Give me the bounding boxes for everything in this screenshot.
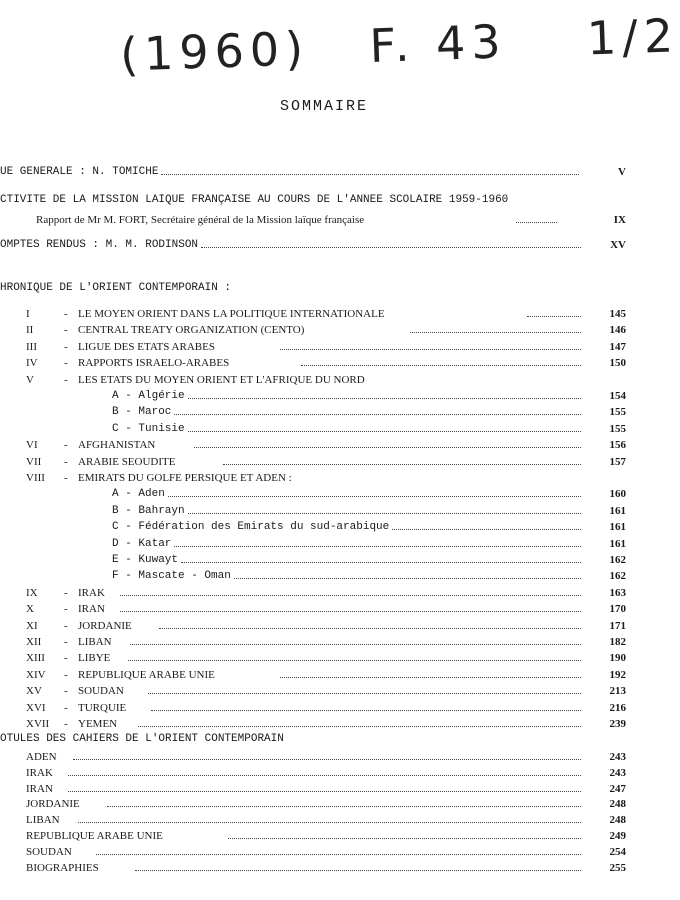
page-number: 145 — [609, 308, 626, 320]
dot-leader — [130, 644, 581, 645]
entry-label: - — [64, 324, 68, 337]
dot-leader — [201, 247, 581, 248]
chronique-entry — [0, 339, 648, 355]
entry-label: CENTRAL TREATY ORGANIZATION (CENTO) — [78, 324, 305, 337]
chronique-entry — [0, 634, 648, 650]
entry-label: IRAN — [78, 603, 105, 616]
entry-label: - — [64, 619, 68, 632]
chronique-entry — [0, 618, 648, 634]
dot-leader — [234, 578, 581, 579]
entry-label: C - Fédération des Emirats du sud-arabique — [112, 521, 390, 534]
sub-entry — [0, 552, 648, 568]
entry-label: IV — [26, 357, 38, 370]
page-title: SOMMAIRE — [279, 98, 368, 115]
dot-leader — [223, 464, 581, 465]
page-number: 243 — [609, 766, 626, 779]
dot-leader — [68, 775, 581, 776]
dot-leader — [161, 174, 579, 175]
dot-leader — [301, 365, 581, 366]
entry-label: - — [64, 455, 68, 468]
chronique-entry — [0, 601, 648, 617]
dot-leader — [188, 398, 581, 399]
page-number: 161 — [609, 504, 626, 517]
entry-label: HRONIQUE DE L'ORIENT CONTEMPORAIN : — [0, 282, 232, 294]
front-entry — [0, 192, 648, 208]
page-number: 161 — [609, 521, 626, 534]
entry-label: IRAK — [26, 766, 53, 779]
chronique-entry — [0, 716, 648, 732]
handwritten-code: F. 43 — [368, 14, 508, 74]
entry-label: - — [64, 586, 68, 599]
entry-label: SOUDAN — [78, 685, 124, 698]
page-number: 150 — [609, 357, 626, 370]
dot-leader — [96, 854, 581, 855]
entry-label: - — [64, 357, 68, 370]
dot-leader — [181, 562, 581, 563]
chronique-entry — [0, 437, 648, 453]
dot-leader — [194, 447, 582, 448]
chronique-entry — [0, 454, 648, 470]
dot-leader — [73, 759, 581, 760]
page-number: 155 — [609, 406, 626, 419]
entry-label: - — [64, 636, 68, 648]
entry-label: E - Kuwayt — [112, 554, 179, 566]
entry-label: TURQUIE — [78, 701, 127, 714]
page-number: 161 — [609, 537, 626, 550]
entry-label: IRAN — [26, 782, 53, 795]
page-number: V — [618, 166, 626, 178]
page-number: 255 — [609, 861, 626, 874]
front-entry — [0, 237, 648, 253]
entry-label: YEMEN — [78, 718, 118, 730]
page-number: 146 — [609, 324, 626, 337]
page-number: 147 — [609, 340, 626, 353]
dot-leader — [148, 693, 581, 694]
entry-label: SOUDAN — [26, 845, 72, 858]
page-number: 170 — [609, 603, 626, 616]
entry-label: - — [64, 373, 68, 386]
chronique-entry — [0, 667, 648, 683]
dot-leader — [188, 431, 581, 432]
sub-entry — [0, 388, 648, 404]
entry-label: JORDANIE — [78, 619, 132, 632]
entry-label: - — [64, 472, 68, 484]
dot-leader — [120, 595, 581, 596]
entry-label: EMIRATS DU GOLFE PERSIQUE ET ADEN : — [78, 472, 292, 484]
entry-label: - — [64, 685, 68, 698]
dot-leader — [128, 660, 581, 661]
handwritten-annotation — [119, 8, 680, 81]
page-number: IX — [613, 214, 626, 226]
dot-leader — [135, 870, 581, 871]
chronique-entry — [0, 683, 648, 699]
chronique-entry — [0, 470, 648, 486]
entry-label: IX — [26, 586, 38, 599]
entry-label: XVII — [26, 718, 50, 730]
page-number: 192 — [609, 668, 626, 681]
page-number: 254 — [609, 845, 626, 858]
dot-leader — [168, 496, 581, 497]
entry-label: OMPTES RENDUS : M. M. RODINSON — [0, 239, 199, 251]
entry-label: XIV — [26, 668, 46, 681]
entry-label: XIII — [26, 652, 45, 665]
dot-leader — [138, 726, 581, 727]
notule-entry — [0, 812, 648, 828]
dot-leader — [78, 822, 581, 823]
page-number: 162 — [609, 570, 626, 583]
entry-label: ADEN — [26, 751, 57, 763]
page-number: 163 — [609, 586, 626, 599]
handwritten-fraction: 1/2 — [586, 8, 680, 66]
page-number: 243 — [609, 751, 626, 763]
entry-label: VII — [26, 455, 42, 468]
section-heading-notules — [0, 731, 648, 747]
sub-entry — [0, 486, 648, 502]
entry-label: LE MOYEN ORIENT DANS LA POLITIQUE INTERNATIONALE — [78, 308, 385, 320]
entry-label: RAPPORTS ISRAELO-ARABES — [78, 357, 230, 370]
page-number: 156 — [609, 439, 626, 452]
dot-leader — [228, 838, 581, 839]
entry-label: A - Aden — [112, 488, 165, 501]
notule-entry — [0, 828, 648, 844]
dot-leader — [174, 546, 581, 547]
entry-label: LIGUE DES ETATS ARABES — [78, 340, 215, 353]
sub-entry — [0, 404, 648, 420]
handwritten-year: (1960) — [119, 21, 310, 82]
page-number: 182 — [609, 636, 626, 648]
entry-label: - — [64, 668, 68, 681]
entry-label: CTIVITE DE LA MISSION LAIQUE FRANÇAISE AU COURS DE L'ANNEE SCOLAIRE 1959-1960 — [0, 194, 509, 206]
entry-label: III — [26, 340, 37, 353]
notule-entry — [0, 749, 648, 765]
entry-label: AFGHANISTAN — [78, 439, 156, 452]
entry-label: XII — [26, 636, 42, 648]
chronique-entry — [0, 700, 648, 716]
page-number: 162 — [609, 554, 626, 566]
page-number: 248 — [609, 798, 626, 811]
dot-leader — [188, 513, 581, 514]
sub-entry — [0, 568, 648, 584]
entry-label: REPUBLIQUE ARABE UNIE — [78, 668, 215, 681]
page-number: 160 — [609, 488, 626, 501]
entry-label: B - Bahrayn — [112, 504, 185, 517]
entry-label: VI — [26, 439, 38, 452]
entry-label: UE GENERALE : N. TOMICHE — [0, 166, 159, 178]
page-number: 190 — [609, 652, 626, 665]
dot-leader — [516, 222, 557, 223]
page-number: 248 — [609, 814, 626, 827]
notule-entry — [0, 844, 648, 860]
entry-label: C - Tunisie — [112, 422, 185, 435]
entry-label: X — [26, 603, 34, 616]
chronique-entry — [0, 650, 648, 666]
entry-label: - — [64, 603, 68, 616]
page-number: 213 — [609, 685, 626, 698]
entry-label: LES ETATS DU MOYEN ORIENT ET L'AFRIQUE DU NORD — [78, 373, 365, 386]
chronique-entry — [0, 372, 648, 388]
dot-leader — [280, 677, 581, 678]
entry-label: BIOGRAPHIES — [26, 861, 99, 874]
entry-label: VIII — [26, 472, 45, 484]
entry-label: - — [64, 308, 68, 320]
dot-leader — [174, 414, 581, 415]
section-heading-chronique — [0, 280, 648, 296]
entry-label: D - Katar — [112, 537, 172, 550]
dot-leader — [280, 349, 581, 350]
page-number: 155 — [609, 422, 626, 435]
sub-entry — [0, 519, 648, 535]
entry-label: XV — [26, 685, 42, 698]
page-number: 249 — [609, 830, 626, 842]
entry-label: LIBAN — [78, 636, 112, 648]
entry-label: - — [64, 340, 68, 353]
sub-entry — [0, 536, 648, 552]
entry-label: LIBYE — [78, 652, 111, 665]
entry-label: - — [64, 701, 68, 714]
entry-label: II — [26, 324, 34, 337]
page-number: 154 — [609, 390, 626, 402]
entry-label: B - Maroc — [112, 406, 172, 419]
dot-leader — [120, 611, 581, 612]
entry-label: XI — [26, 619, 38, 632]
notule-entry — [0, 781, 648, 797]
entry-label: XVI — [26, 701, 46, 714]
page-number: 247 — [609, 782, 626, 795]
entry-label: IRAK — [78, 586, 105, 599]
entry-label: F - Mascate - Oman — [112, 570, 231, 583]
page-number: XV — [610, 239, 626, 251]
notule-entry — [0, 860, 648, 876]
entry-label: OTULES DES CAHIERS DE L'ORIENT CONTEMPORAIN — [0, 733, 284, 745]
entry-label: JORDANIE — [26, 798, 80, 811]
sub-entry — [0, 421, 648, 437]
chronique-entry — [0, 322, 648, 338]
entry-label: A - Algérie — [112, 390, 185, 402]
entry-label: REPUBLIQUE ARABE UNIE — [26, 830, 163, 842]
entry-label: LIBAN — [26, 814, 60, 827]
notule-entry — [0, 796, 648, 812]
page-number: 239 — [609, 718, 626, 730]
dot-leader — [392, 529, 581, 530]
dot-leader — [68, 791, 581, 792]
entry-label: I — [26, 308, 30, 320]
front-entry — [0, 164, 648, 180]
entry-label: - — [64, 718, 68, 730]
entry-label: - — [64, 652, 68, 665]
sub-entry — [0, 503, 648, 519]
chronique-entry — [0, 585, 648, 601]
entry-label: ARABIE SEOUDITE — [78, 455, 176, 468]
dot-leader — [527, 316, 581, 317]
dot-leader — [410, 332, 581, 333]
chronique-entry — [0, 355, 648, 371]
dot-leader — [151, 710, 581, 711]
entry-label: V — [26, 373, 34, 386]
chronique-entry — [0, 306, 648, 322]
page-number: 216 — [609, 701, 626, 714]
entry-label: - — [64, 439, 68, 452]
page-number: 171 — [609, 619, 626, 632]
page-number: 157 — [609, 455, 626, 468]
front-entry — [0, 212, 648, 228]
dot-leader — [107, 806, 581, 807]
notule-entry — [0, 765, 648, 781]
dot-leader — [159, 628, 581, 629]
entry-label: Rapport de Mr M. FORT, Secrétaire général de la Mission laïque française — [36, 214, 365, 226]
